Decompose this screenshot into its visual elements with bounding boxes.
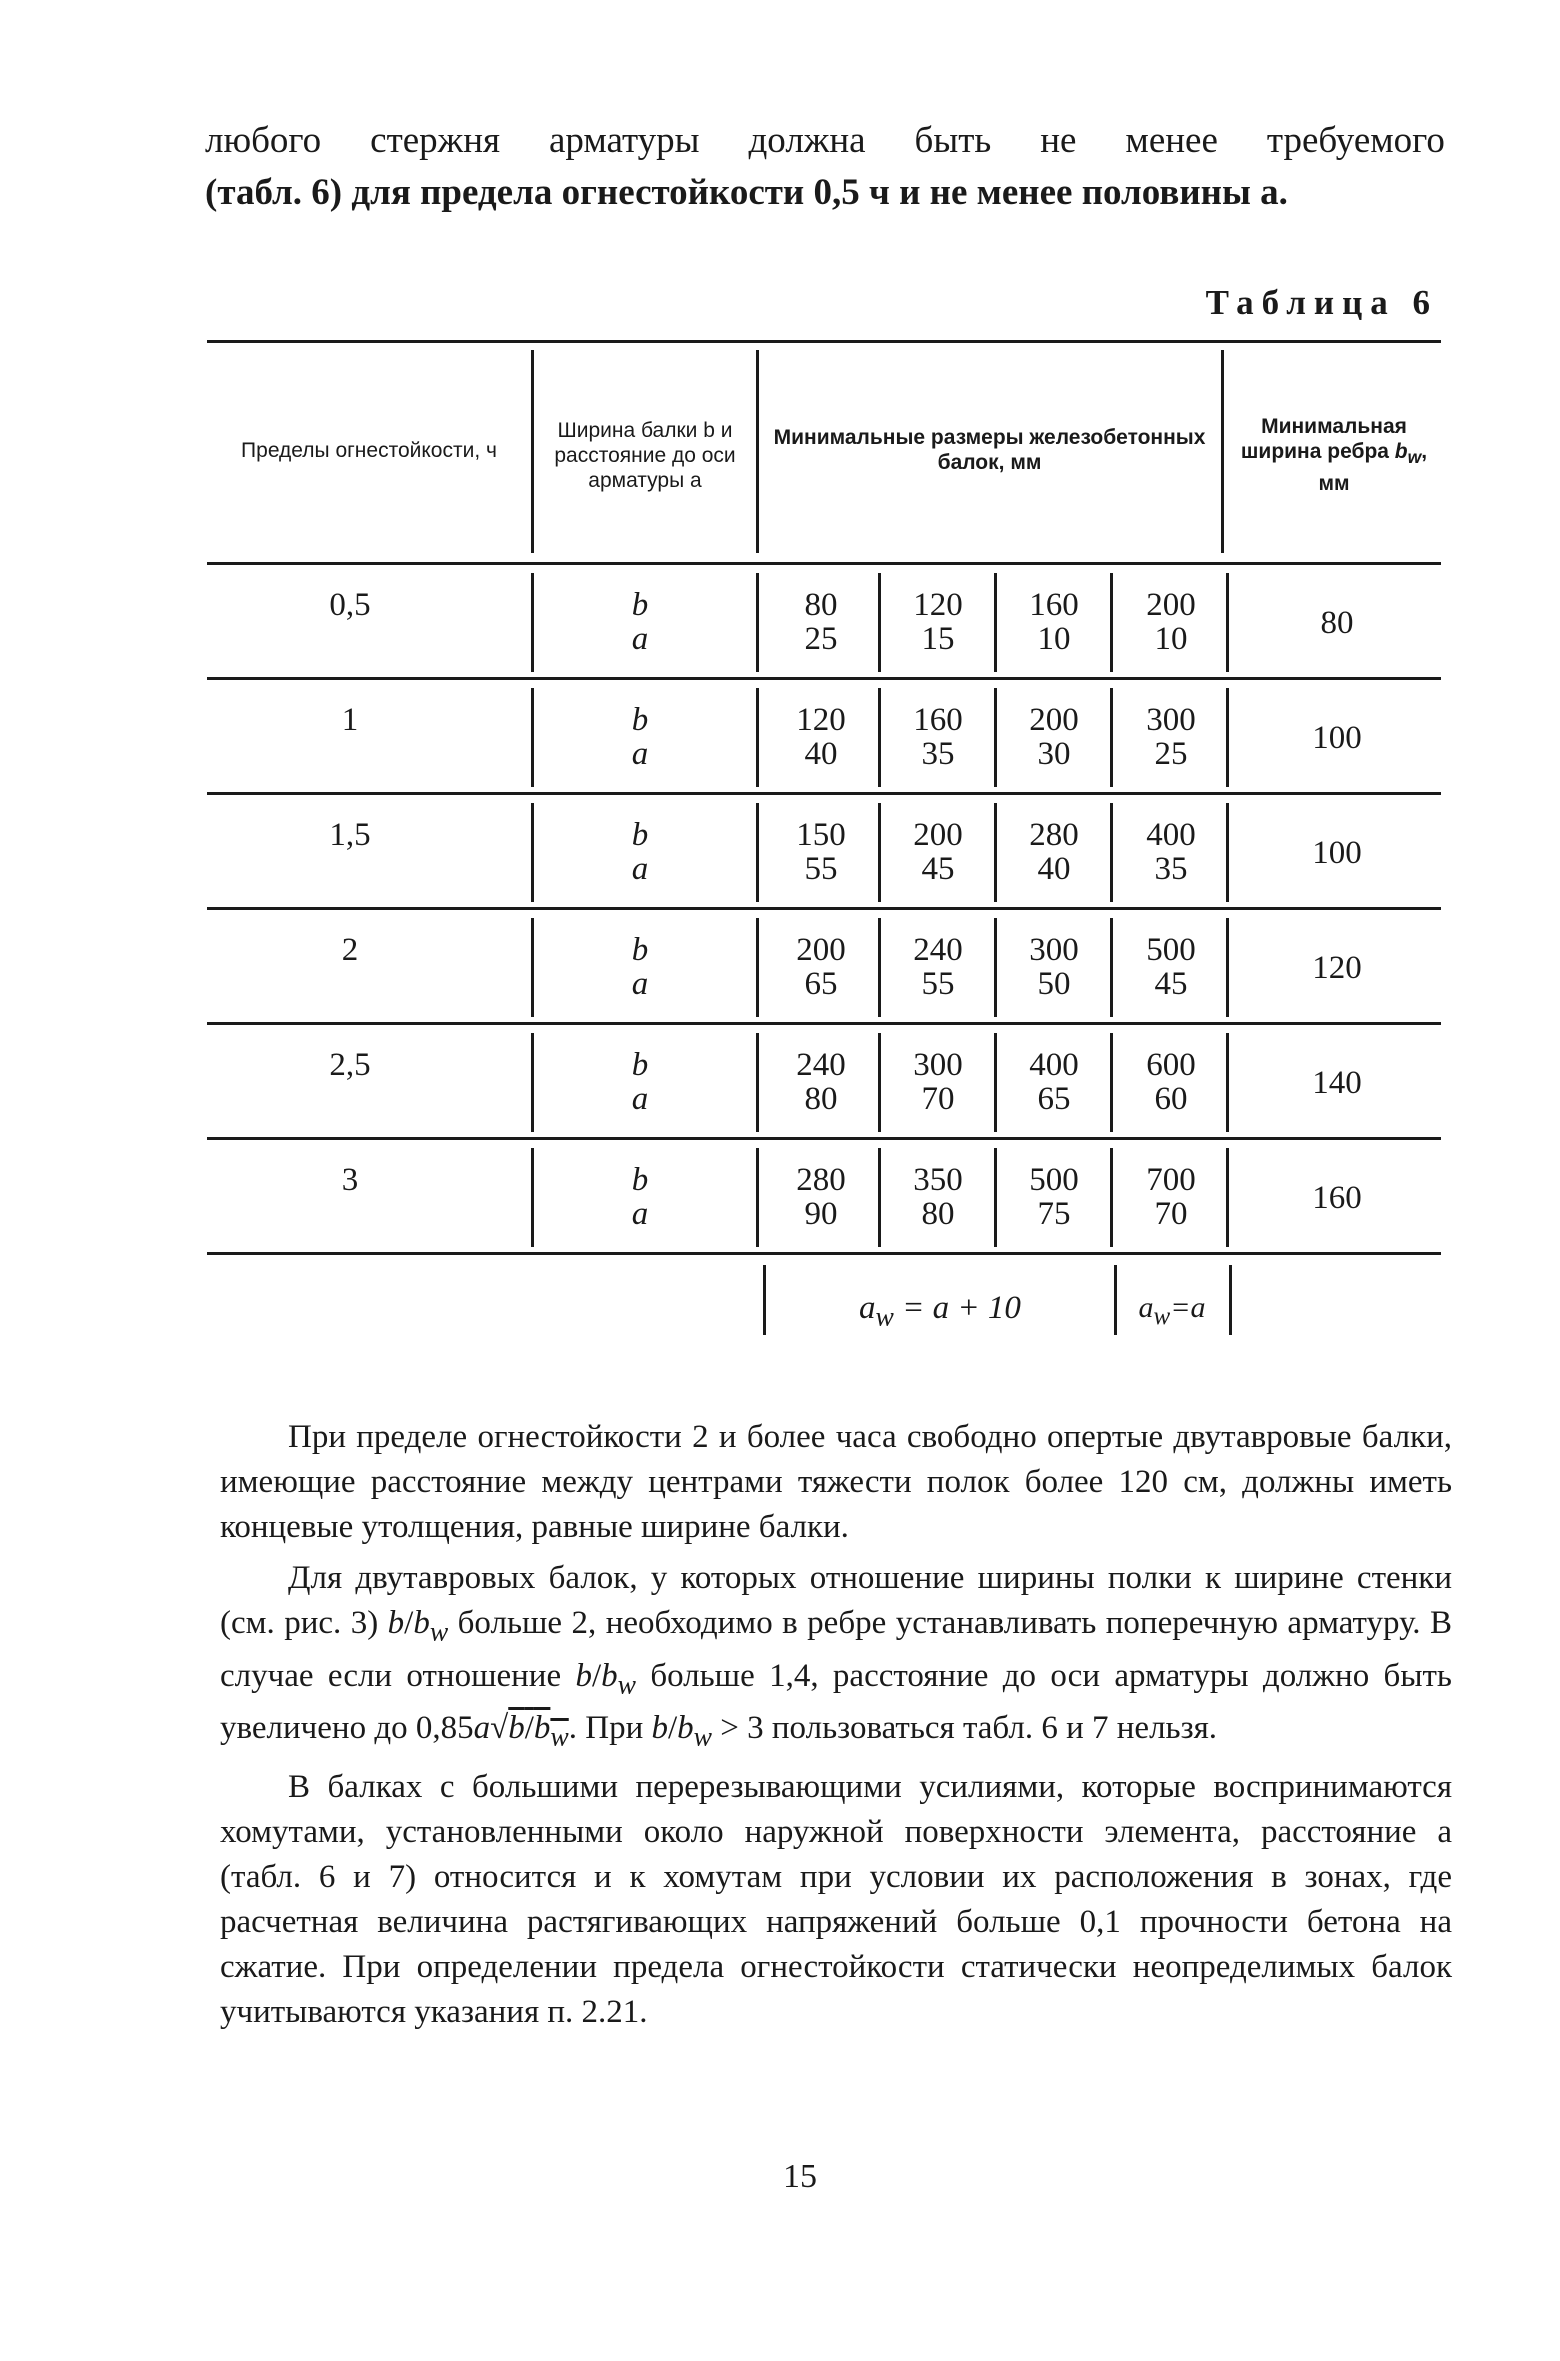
- cell-divider: [756, 803, 759, 902]
- intro-word: менее: [1125, 120, 1218, 161]
- b-value: 300: [1146, 702, 1196, 738]
- label-b: b: [631, 932, 649, 968]
- cell-divider: [531, 1033, 534, 1132]
- a-value: 10: [1154, 621, 1188, 657]
- label-a: a: [631, 1196, 649, 1232]
- b-value: 280: [1029, 817, 1079, 853]
- table-top-rule: [207, 340, 1441, 343]
- cell-divider: [531, 688, 534, 787]
- a-value: 80: [804, 1081, 838, 1117]
- cell-divider: [756, 688, 759, 787]
- a-value: 55: [921, 966, 955, 1002]
- b-value: 500: [1029, 1162, 1079, 1198]
- body-text: [220, 1415, 1452, 2041]
- b-value: 400: [1146, 817, 1196, 853]
- a-value: 60: [1154, 1081, 1188, 1117]
- b-value: 350: [913, 1162, 963, 1198]
- fire-limit-value: 0,5: [329, 587, 371, 623]
- rib-width-value: 120: [1312, 950, 1362, 986]
- intro-word: должна: [748, 120, 866, 161]
- header-fire-limit: Пределы огнестойкости, ч: [241, 438, 497, 462]
- fire-limit-value: 2: [341, 932, 359, 968]
- row-rule: [207, 907, 1441, 910]
- rib-width-value: 80: [1320, 605, 1354, 641]
- cell-divider: [531, 1148, 534, 1247]
- a-value: 35: [1154, 851, 1188, 887]
- table-caption: Таблица 6: [1205, 283, 1438, 322]
- label-b: b: [631, 587, 649, 623]
- intro-word: быть: [914, 120, 992, 161]
- rib-width-value: 100: [1312, 835, 1362, 871]
- b-value: 700: [1146, 1162, 1196, 1198]
- b-value: 80: [804, 587, 838, 623]
- b-value: 240: [796, 1047, 846, 1083]
- paragraph-2: Для двутавровых балок, у которых отношение ширины полки к ширине стенки (см. рис. 3) $b/b_w$ больше 2, необходимо в ребре устанавливать поперечную арматуру. В случае если отношение $b/b_w$ больше 1,4, расстояние до оси арматуры должно быть увеличено до $0,85a√b/b_w$. При $b/b_w > 3$ пользоваться табл. 6 и 7 нельзя.: [220, 1560, 1452, 1752]
- b-value: 200: [1029, 702, 1079, 738]
- intro-word: стержня: [370, 120, 501, 161]
- header-min-dimensions: Минимальные размеры железобетонных балок, мм: [773, 426, 1206, 474]
- b-value: 500: [1146, 932, 1196, 968]
- a-value: 70: [1154, 1196, 1188, 1232]
- b-value: 200: [913, 817, 963, 853]
- label-a: a: [631, 851, 649, 887]
- a-value: 25: [1154, 736, 1188, 772]
- a-value: 55: [804, 851, 838, 887]
- row-rule: [207, 1252, 1441, 1255]
- footer-bracket: [763, 1265, 766, 1335]
- label-b: b: [631, 1162, 649, 1198]
- header-divider: [531, 350, 534, 553]
- cell-divider: [756, 1033, 759, 1132]
- intro-line-1: [205, 115, 1445, 167]
- intro-word: требуемого: [1266, 120, 1445, 161]
- fire-limit-value: 1: [341, 702, 359, 738]
- footer-bracket: [1114, 1265, 1117, 1335]
- label-a: a: [631, 736, 649, 772]
- row-rule: [207, 677, 1441, 680]
- cell-divider: [531, 918, 534, 1017]
- a-value: 10: [1037, 621, 1071, 657]
- b-value: 160: [1029, 587, 1079, 623]
- a-value: 40: [804, 736, 838, 772]
- b-value: 160: [913, 702, 963, 738]
- b-value: 400: [1029, 1047, 1079, 1083]
- label-b: b: [631, 702, 649, 738]
- fire-limit-value: 1,5: [329, 817, 371, 853]
- formula-aw-plus-10: $a_w = a + 10$: [859, 1290, 1021, 1332]
- row-rule: [207, 1137, 1441, 1140]
- a-value: 30: [1037, 736, 1071, 772]
- b-value: 300: [1029, 932, 1079, 968]
- paragraph-3: В балках с большими перерезывающими усилиями, которые воспринимаются хомутами, установленными около наружной поверхности элемента, расстояние a (табл. 6 и 7) относится и к хомутам при условии их расположения в зонах, где расчетная величина растягивающих напряжений больше 0,1 прочности бетона на сжатие. При определении предела огнестойкости статически неопределимых балок учитываются указания п. 2.21.: [220, 1768, 1452, 2030]
- cell-divider: [531, 573, 534, 672]
- page-number: 15: [783, 2158, 817, 2195]
- label-b: b: [631, 1047, 649, 1083]
- a-value: 15: [921, 621, 955, 657]
- b-value: 120: [796, 702, 846, 738]
- rib-width-value: 140: [1312, 1065, 1362, 1101]
- a-value: 40: [1037, 851, 1071, 887]
- fire-limit-value: 3: [341, 1162, 359, 1198]
- header-width-distance: Ширина балки b и расстояние до оси арматуры a: [554, 418, 736, 492]
- a-value: 80: [921, 1196, 955, 1232]
- a-value: 35: [921, 736, 955, 772]
- b-value: 200: [1146, 587, 1196, 623]
- b-value: 300: [913, 1047, 963, 1083]
- cell-divider: [531, 803, 534, 902]
- b-value: 120: [913, 587, 963, 623]
- b-value: 150: [796, 817, 846, 853]
- cell-divider: [756, 1148, 759, 1247]
- a-value: 50: [1037, 966, 1071, 1002]
- rib-width-value: 100: [1312, 720, 1362, 756]
- intro-word: не: [1040, 120, 1077, 161]
- footer-bracket: [1229, 1265, 1232, 1335]
- a-value: 25: [804, 621, 838, 657]
- fire-limit-value: 2,5: [329, 1047, 371, 1083]
- label-a: a: [631, 621, 649, 657]
- a-value: 75: [1037, 1196, 1071, 1232]
- a-value: 70: [921, 1081, 955, 1117]
- header-min-rib-width: Минимальная ширина ребра $b_w$, мм: [1240, 415, 1428, 495]
- label-a: a: [631, 966, 649, 1002]
- a-value: 65: [1037, 1081, 1071, 1117]
- table-header-rule: [207, 562, 1441, 565]
- intro-word: арматуры: [549, 120, 700, 161]
- header-divider: [1221, 350, 1224, 553]
- label-b: b: [631, 817, 649, 853]
- cell-divider: [756, 573, 759, 672]
- b-value: 280: [796, 1162, 846, 1198]
- intro-line-2: (табл. 6) для предела огнестойкости 0,5 ч и не менее половины a.: [205, 172, 1288, 213]
- label-a: a: [631, 1081, 649, 1117]
- a-value: 45: [1154, 966, 1188, 1002]
- a-value: 65: [804, 966, 838, 1002]
- b-value: 600: [1146, 1047, 1196, 1083]
- header-divider: [756, 350, 759, 553]
- a-value: 45: [921, 851, 955, 887]
- rib-width-value: 160: [1312, 1180, 1362, 1216]
- row-rule: [207, 1022, 1441, 1025]
- b-value: 200: [796, 932, 846, 968]
- a-value: 90: [804, 1196, 838, 1232]
- intro-text: [205, 115, 1445, 219]
- intro-word: любого: [205, 120, 322, 161]
- paragraph-1: При пределе огнестойкости 2 и более часа свободно опертые двутавровые балки, имеющие расстояние между центрами тяжести полок более 120 см, должны иметь концевые утолщения, равные ширине балки.: [220, 1419, 1452, 1545]
- cell-divider: [756, 918, 759, 1017]
- b-value: 240: [913, 932, 963, 968]
- row-rule: [207, 792, 1441, 795]
- formula-aw-equals-a: $a_w=a$: [1138, 1291, 1206, 1330]
